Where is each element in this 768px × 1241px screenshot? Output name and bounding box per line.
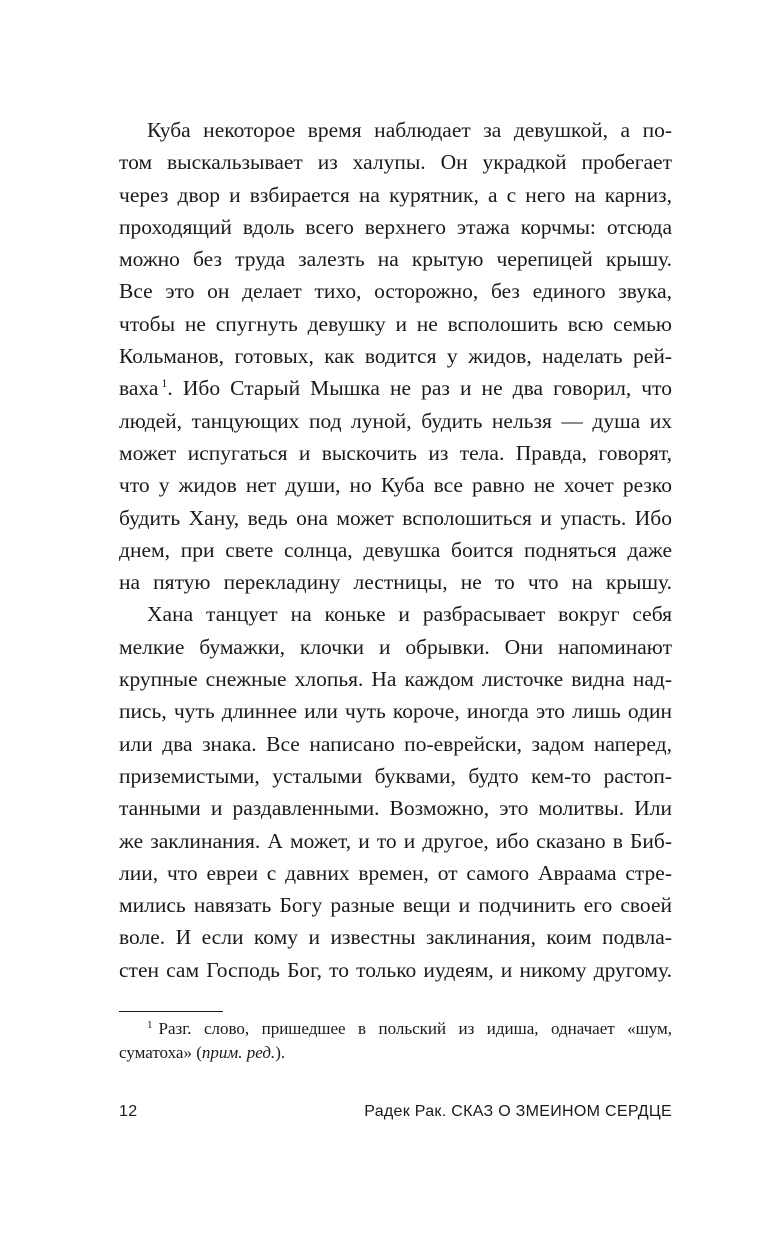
page-number: 12 [119,1103,138,1120]
footnote-mark: 1 [147,1019,153,1031]
text-line: мились навязать Богу разные вещи и подчинить его своей [119,893,672,918]
text-line: или два знака. Все написано по-еврейски, задом наперед, [119,731,672,756]
footnote-divider [119,1011,223,1012]
running-title: Радек Рак. СКАЗ О ЗМЕИНОМ СЕРДЦЕ [364,1103,672,1120]
text-line: стен сам Господь Бог, то только иудеям, и никому другому. [119,957,672,982]
text-line: людей, танцующих под луной, будить нельзя — душа их [119,408,672,433]
footnote-italic-text: прим. ред. [201,1043,276,1062]
text-line: мелкие бумажки, клочки и обрывки. Они напоминают [119,634,672,659]
text-line: пись, чуть длиннее или чуть короче, иногда это лишь один [119,699,672,724]
footnote-reference[interactable]: 1 [161,376,168,391]
text-line: Куба некоторое время наблюдает за девушкой, а по- [147,118,672,142]
footnote [119,1017,672,1065]
text-line: Хана танцует на коньке и разбрасывает вокруг себя [147,602,672,627]
footnote-text: ). [275,1043,286,1062]
footnote-line [119,1041,672,1065]
footnote-text: Разг. слово, пришедшее в польский из идиша, одначает «шум, [158,1019,672,1038]
page-footer [119,1099,672,1125]
footnote-text: суматоха» ( [119,1043,202,1062]
text-line: может испугаться и выскочить из тела. Правда, говорят, [119,440,672,465]
text-line: том выскальзывает из халупы. Он украдкой пробегает [119,150,672,175]
footnote-line [119,1017,672,1041]
text-line: приземистыми, усталыми буквами, будто кем-то растоп- [119,763,672,788]
text-line: танными и раздавленными. Возможно, это молитвы. Или [119,796,672,821]
text-fragment: ваха [119,376,159,401]
text-line: что у жидов нет души, но Куба все равно не хочет резко [119,473,672,498]
text-line: днем, при свете солнца, девушка боится подняться даже [119,537,672,562]
text-line: крупные снежные хлопья. На каждом листочке видна над- [119,667,672,692]
text-line: через двор и взбирается на курятник, а с него на карниз, [119,182,672,207]
text-line: воле. И если кому и известны заклинания, коим подвла- [119,925,672,950]
text-line: чтобы не спугнуть девушку и не всполошить всю семью [119,311,672,336]
paragraph-1 [119,114,672,598]
text-line: проходящий вдоль всего верхнего этажа корчмы: отсюда [119,214,672,239]
text-line: Все это он делает тихо, осторожно, без единого звука, [119,279,672,304]
body-text [119,114,672,986]
paragraph-2 [119,598,672,986]
text-line: же заклинания. А может, и то и другое, ибо сказано в Биб- [119,828,672,853]
text-line: лии, что евреи с давних времен, от самого Авраама стре- [119,860,672,885]
text-line: на пятую перекладину лестницы, не то что на крышу. [119,570,672,595]
text-line-with-footnote-ref [119,372,672,404]
text-line: можно без труда залезть на крытую черепицей крышу. [119,247,672,272]
text-line: будить Хану, ведь она может всполошиться и упасть. Ибо [119,505,672,530]
text-line: Кольманов, готовых, как водится у жидов, наделать рей- [119,344,672,369]
text-fragment: . Ибо Старый Мышка не раз и не два говорил, что [167,376,672,401]
